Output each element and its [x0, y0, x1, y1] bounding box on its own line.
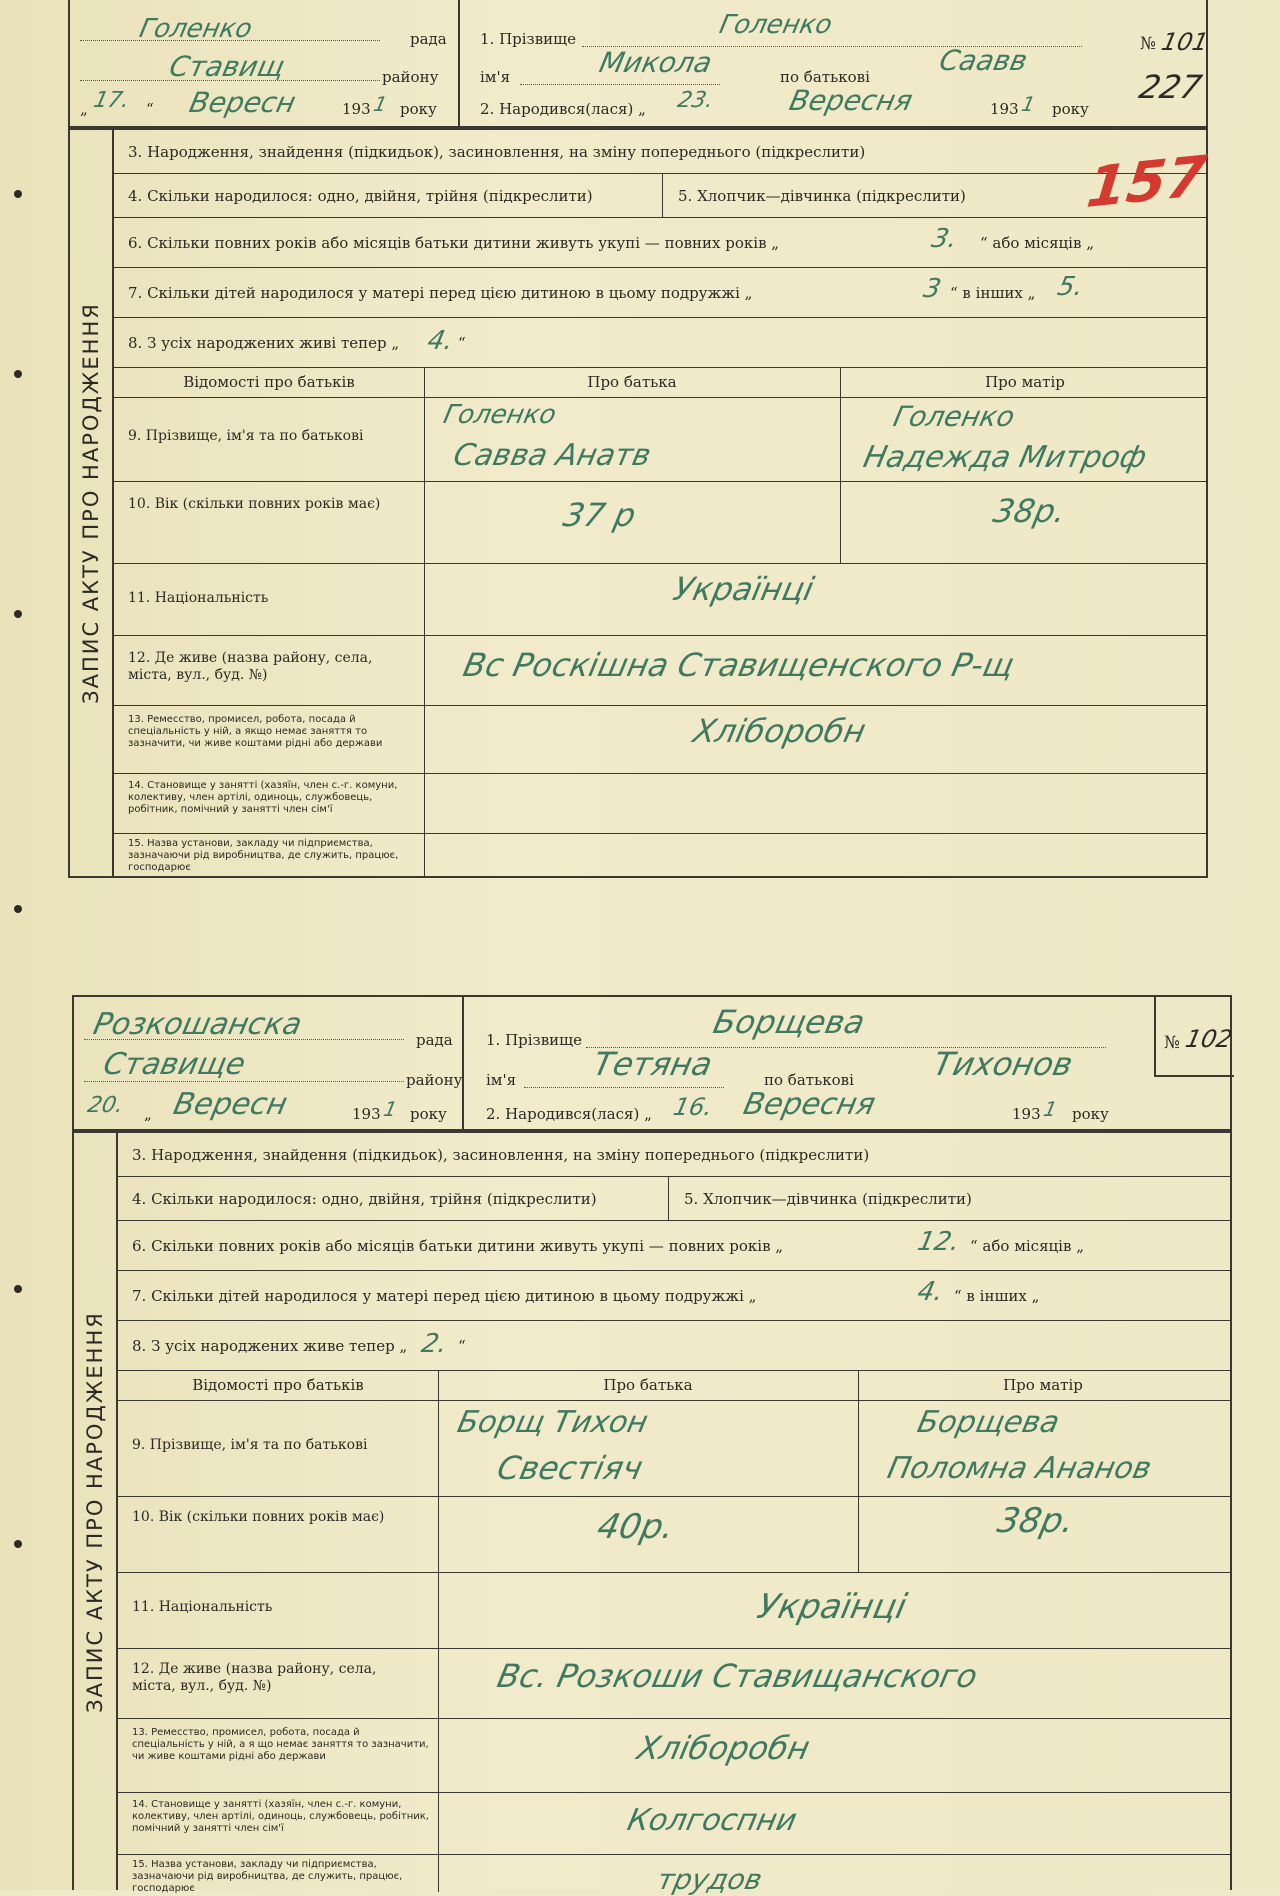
residence: Вс. Розкоши Ставищанского	[493, 1657, 981, 1695]
record-body	[72, 1131, 1232, 1896]
record-body	[68, 128, 1208, 878]
father-name: Свестіяч	[493, 1449, 647, 1487]
rayon-value: Ставище	[100, 1047, 249, 1082]
row-11: 11. Національність Українці	[114, 564, 1206, 636]
row-6: 6. Скільки повних років або місяців батьки дитини живуть укупі — повних років „ 3. “ або місяців „	[114, 218, 1206, 268]
row-15: 15. Назва установи, закладу чи підприємства, зазначаючи рід виробництва, де служить, працює, господарює	[114, 834, 1206, 878]
year-prefix: 193	[352, 1105, 381, 1123]
patronymic-label: по батькові	[780, 68, 870, 86]
born-year-prefix: 193	[990, 100, 1019, 118]
born-day: 23.	[675, 88, 716, 113]
rada-label: рада	[416, 1031, 453, 1049]
patronymic-label: по батькові	[764, 1071, 854, 1089]
date-day: 17.	[91, 88, 132, 113]
row-14: 14. Становище у занятті (хазяїн, член с.-г. комуни, колективу, член артілі, одиноць, службовець, робітник, помічний у занятті член сім'ї	[114, 774, 1206, 834]
row-14: 14. Становище у занятті (хазяїн, член с.-г. комуни, колективу, член артілі, одиноць, службовець, робітник, помічний у занятті член сім'ї Колгоспни	[118, 1793, 1230, 1855]
row-12: 12. Де живе (назва району, села, міста, вул., буд. №) Вс. Розкоши Ставищанского	[118, 1649, 1230, 1719]
father-age: 37 р	[559, 496, 640, 534]
nationality: Українці	[669, 570, 818, 608]
table-header-row	[118, 1371, 1230, 1401]
col-mother: Про матір	[985, 373, 1065, 391]
name-label: ім'я	[486, 1071, 517, 1089]
surname-value: Борщева	[709, 1003, 869, 1041]
date-day: 20.	[85, 1093, 126, 1118]
number-label: №	[1164, 1033, 1181, 1053]
birth-record-2	[72, 995, 1235, 1896]
occupation: Хліборобн	[689, 712, 870, 750]
r7-value: 3	[920, 274, 944, 304]
r6-value: 12.	[914, 1227, 963, 1257]
occupation: Хліборобн	[633, 1729, 814, 1767]
father-surname: Голенко	[440, 400, 559, 430]
col-father: Про батька	[587, 373, 677, 391]
rada-label: рада	[410, 30, 447, 48]
r6-value: 3.	[928, 224, 961, 254]
father-surname: Борщ Тихон	[454, 1405, 652, 1440]
row-8: 8. З усіх народжених живі тепер „ 4. “	[114, 318, 1206, 368]
row-4-5: 4. Скільки народилося: одно, двійня, трійня (підкреслити) 5. Хлопчик—дівчинка (підкреслити)	[114, 174, 1206, 218]
record-header	[72, 995, 1235, 1131]
table-header-row	[114, 368, 1206, 398]
surname-label: 1. Прізвище	[480, 30, 577, 48]
born-label: 2. Народився(лася) „	[480, 100, 646, 118]
born-roku: року	[1072, 1105, 1109, 1123]
rayon-label: району	[382, 68, 439, 86]
rayon-value: Ставищ	[166, 50, 288, 83]
punch-hole	[14, 190, 22, 198]
header-child	[460, 0, 1100, 126]
col-mother: Про матір	[1003, 1376, 1083, 1394]
birth-record-1	[68, 0, 1211, 878]
vertical-title: ЗАПИС АКТУ ПРО НАРОДЖЕННЯ	[70, 130, 114, 876]
number-value: 102	[1183, 1025, 1235, 1053]
row-7: 7. Скільки дітей народилося у матері перед цією дитиною в цьому подружжі „ 3 “ в інших „ 5.	[114, 268, 1206, 318]
workplace: трудов	[654, 1863, 766, 1896]
mother-name: Надежда Митроф	[860, 440, 1150, 475]
record-number	[1154, 997, 1234, 1077]
row-11: 11. Національність Українці	[118, 1573, 1230, 1649]
row-9: 9. Прізвище, ім'я та по батькові Борщ Тихон Свестіяч Борщева Поломна Ананов	[118, 1401, 1230, 1497]
rada-value: Голенко	[136, 14, 255, 44]
mother-age: 38р.	[989, 492, 1070, 530]
date-month: Вересн	[170, 1087, 291, 1122]
number-value: 101	[1159, 28, 1211, 56]
rada-value: Розкошанска	[90, 1007, 306, 1042]
name-value: Микола	[596, 46, 715, 79]
col-info: Відомості про батьків	[183, 373, 355, 391]
punch-hole	[14, 610, 22, 618]
row-6: 6. Скільки повних років або місяців батьки дитини живуть укупі — повних років „ 12. “ або місяців „	[118, 1221, 1230, 1271]
row-13: 13. Ремесство, промисел, робота, посада й спеціальність у ній, а я що немає заняття то зазначити, чи живе коштами рідні або держави Хліборобн	[118, 1719, 1230, 1793]
born-month: Вересня	[786, 84, 916, 117]
born-day: 16.	[671, 1093, 716, 1121]
record-header	[68, 0, 1211, 128]
name-label: ім'я	[480, 68, 511, 86]
born-year-prefix: 193	[1012, 1105, 1041, 1123]
mother-age: 38р.	[993, 1501, 1078, 1541]
year-digit: 1	[371, 92, 390, 116]
mother-surname: Голенко	[890, 400, 1018, 433]
rayon-label: району	[406, 1071, 463, 1089]
surname-value: Голенко	[716, 10, 835, 40]
born-label: 2. Народився(лася) „	[486, 1105, 652, 1123]
surname-label: 1. Прізвище	[486, 1031, 583, 1049]
row-10: 10. Вік (скільки повних років має) 37 р 38р.	[114, 482, 1206, 564]
roku-label: року	[400, 100, 437, 118]
col-father: Про батька	[603, 1376, 693, 1394]
punch-hole	[14, 905, 22, 913]
col-info: Відомості про батьків	[192, 1376, 364, 1394]
record-number	[1135, 0, 1211, 126]
born-year-digit: 1	[1019, 92, 1038, 116]
r8-value: 4.	[424, 326, 457, 356]
date-month: Вересн	[186, 86, 299, 119]
row-3: 3. Народження, знайдення (підкидьок), засиновлення, на зміну попереднього (підкреслити)	[118, 1133, 1230, 1177]
row-12: 12. Де живе (назва району, села, міста, вул., буд. №) Вс Роскішна Ставищенского Р-щ	[114, 636, 1206, 706]
header-child	[464, 997, 1154, 1129]
roku-label: року	[410, 1105, 447, 1123]
born-roku: року	[1052, 100, 1089, 118]
punch-hole	[14, 1540, 22, 1548]
year-prefix: 193	[342, 100, 371, 118]
position: Колгоспни	[624, 1803, 800, 1838]
born-month: Вересня	[740, 1087, 879, 1122]
r7-value: 4.	[914, 1277, 947, 1307]
mother-name: Поломна Ананов	[884, 1451, 1155, 1486]
row-4-5: 4. Скільки народилося: одно, двійня, трійня (підкреслити) 5. Хлопчик—дівчинка (підкреслити)	[118, 1177, 1230, 1221]
year-digit: 1	[381, 1097, 400, 1121]
row-13: 13. Ремесство, промисел, робота, посада й спеціальність у ній, а якщо немає заняття то зазначити, чи живе коштами рідні або держави Хліборобн	[114, 706, 1206, 774]
punch-hole	[14, 370, 22, 378]
r7-other: 5.	[1054, 272, 1087, 302]
name-value: Тетяна	[589, 1045, 716, 1083]
number-label: №	[1140, 34, 1157, 54]
father-age: 40р.	[593, 1507, 678, 1547]
row-15: 15. Назва установи, закладу чи підприємства, зазначаючи рід виробництва, де служить, працює, господарює трудов	[118, 1855, 1230, 1892]
red-mark: 157	[1083, 144, 1210, 221]
header-registry: Розкошанска рада Ставище району 20. „ Вересн 193 1 року	[74, 997, 464, 1129]
born-year-digit: 1	[1041, 1097, 1060, 1121]
row-3: 3. Народження, знайдення (підкидьок), засиновлення, на зміну попереднього (підкреслити)	[114, 130, 1206, 174]
r8-value: 2.	[418, 1329, 451, 1359]
father-name: Савва Анатв	[450, 438, 655, 473]
patronymic-value: Тихонов	[929, 1045, 1077, 1083]
row-8: 8. З усіх народжених живе тепер „ 2. “	[118, 1321, 1230, 1371]
patronymic-value: Саавв	[936, 44, 1031, 77]
header-registry: Голенко рада Ставищ району „ 17. “ Вересн 193 1 року	[70, 0, 460, 126]
vertical-title: ЗАПИС АКТУ ПРО НАРОДЖЕННЯ	[74, 1133, 118, 1890]
nationality: Українці	[753, 1587, 911, 1627]
mother-surname: Борщева	[914, 1405, 1063, 1440]
punch-hole	[14, 1285, 22, 1293]
row-7: 7. Скільки дітей народилося у матері перед цією дитиною в цьому подружжі „ 4. “ в інших „	[118, 1271, 1230, 1321]
number-extra: 227	[1135, 68, 1206, 106]
row-9: 9. Прізвище, ім'я та по батькові Голенко Савва Анатв Голенко Надежда Митроф	[114, 398, 1206, 482]
residence: Вс Роскішна Ставищенского Р-щ	[459, 646, 1018, 684]
row-10: 10. Вік (скільки повних років має) 40р. 38р.	[118, 1497, 1230, 1573]
